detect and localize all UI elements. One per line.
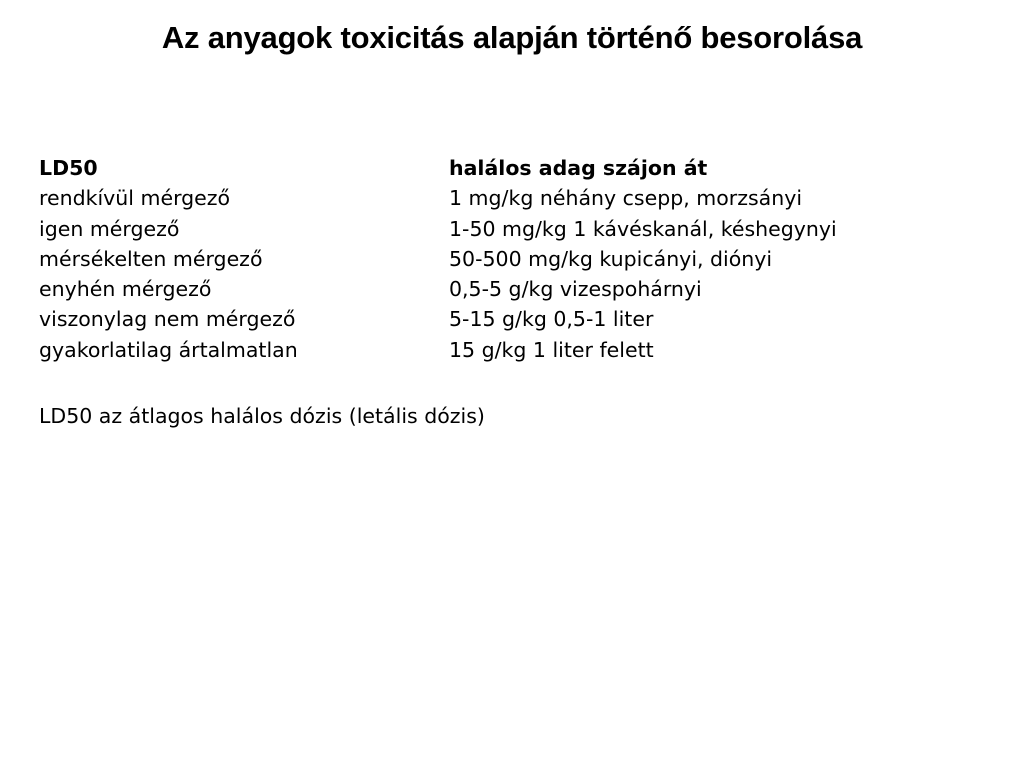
table-row bbox=[39, 304, 979, 334]
table-row bbox=[39, 274, 979, 304]
table-row bbox=[39, 214, 979, 244]
lethal-dose-value: 1-50 mg/kg 1 kávéskanál, késhegynyi bbox=[449, 216, 837, 241]
table-header-row bbox=[39, 153, 979, 183]
toxicity-category: viszonylag nem mérgező bbox=[39, 307, 296, 332]
table-row bbox=[39, 244, 979, 274]
ld50-definition-note: LD50 az átlagos halálos dózis (letális dózis) bbox=[39, 404, 485, 428]
lethal-dose-value: 50-500 mg/kg kupicányi, diónyi bbox=[449, 246, 773, 271]
toxicity-category: rendkívül mérgező bbox=[39, 186, 231, 211]
header-ld50: LD50 bbox=[39, 156, 98, 180]
toxicity-category: gyakorlatilag ártalmatlan bbox=[39, 337, 298, 362]
toxicity-category: enyhén mérgező bbox=[39, 277, 212, 302]
header-lethal-dose: halálos adag szájon át bbox=[449, 156, 708, 180]
toxicity-category: igen mérgező bbox=[39, 216, 180, 241]
slide-title: Az anyagok toxicitás alapján történő besorolása bbox=[161, 20, 863, 55]
lethal-dose-value: 0,5-5 g/kg vizespohárnyi bbox=[449, 277, 702, 302]
lethal-dose-value: 1 mg/kg néhány csepp, morzsányi bbox=[449, 186, 803, 211]
table-row bbox=[39, 335, 979, 365]
lethal-dose-value: 15 g/kg 1 liter felett bbox=[449, 337, 654, 362]
toxicity-category: mérsékelten mérgező bbox=[39, 246, 263, 271]
table-row bbox=[39, 183, 979, 213]
lethal-dose-value: 5-15 g/kg 0,5-1 liter bbox=[449, 307, 654, 332]
toxicity-table bbox=[39, 153, 979, 365]
